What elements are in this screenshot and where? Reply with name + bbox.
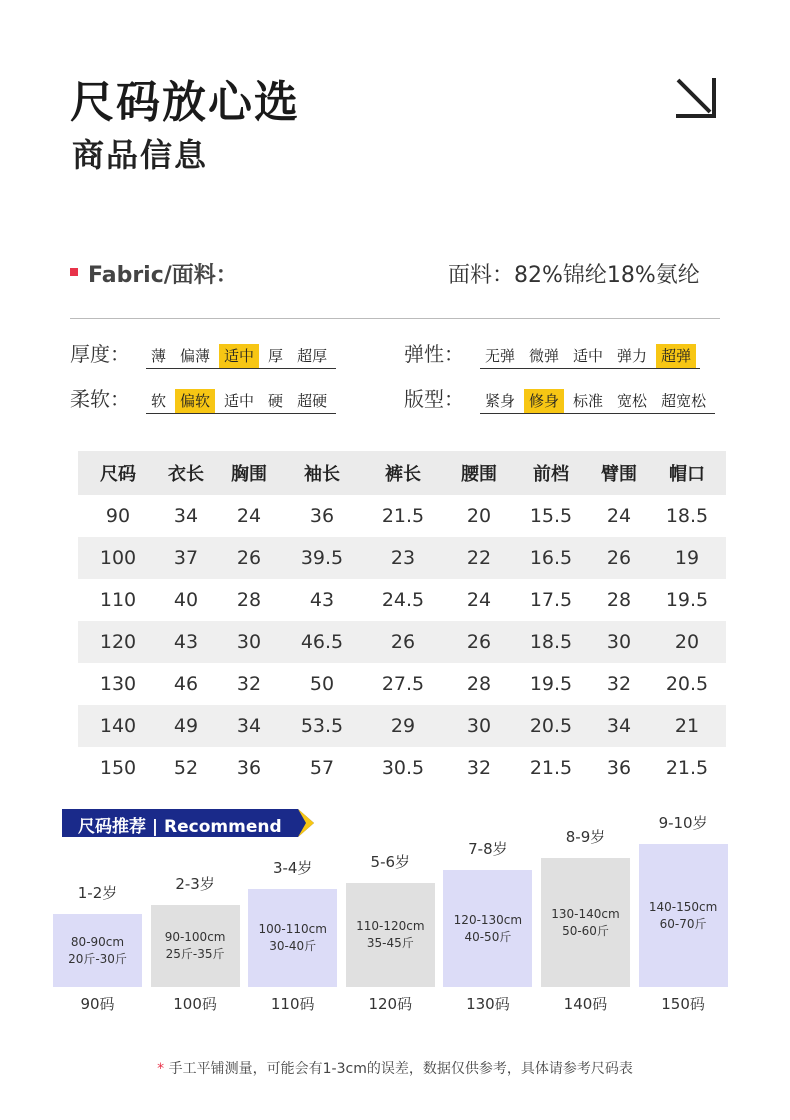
table-cell: 30 (236, 631, 262, 653)
attr-option: 超宽松 (661, 392, 707, 410)
table-header-row (78, 451, 726, 495)
table-cell: 20 (674, 631, 700, 653)
recommend-size: 130码 (466, 995, 510, 1013)
table-cell: 130 (99, 673, 137, 695)
table-cell: 15.5 (529, 505, 573, 527)
attr-option: 超硬 (297, 392, 328, 410)
recommend-age: 5-6岁 (370, 853, 411, 871)
attr-option: 紧身 (485, 392, 516, 410)
fabric-label: Fabric/面料： (88, 263, 238, 288)
table-cell: 21.5 (665, 757, 709, 779)
attr-option: 弹力 (617, 347, 648, 365)
table-cell: 150 (99, 757, 137, 779)
attr-option: 硬 (268, 392, 284, 410)
table-header-cell: 腰围 (461, 464, 497, 485)
table-cell: 32 (236, 673, 262, 695)
table-cell: 16.5 (529, 547, 573, 569)
recommend-bar (541, 826, 630, 987)
recommend-height: 140-150cm (648, 899, 718, 914)
attr-option: 适中 (219, 344, 259, 368)
divider (70, 318, 720, 319)
table-header-cell: 袖长 (304, 464, 340, 485)
table-cell: 120 (99, 631, 137, 653)
recommend-age: 8-9岁 (565, 828, 606, 846)
table-row (78, 579, 726, 621)
attr-label: 版型： (404, 387, 464, 411)
table-cell: 28 (606, 589, 632, 611)
attr-option: 适中 (573, 347, 604, 365)
footnote-text: 手工平铺测量，可能会有1-3cm的误差，数据仅供参考，具体请参考尺码表 (168, 1061, 633, 1077)
recommend-weight: 30-40斤 (269, 939, 317, 953)
table-cell: 26 (606, 547, 632, 569)
footnote-star: * (157, 1061, 165, 1077)
attr-option: 修身 (524, 389, 564, 413)
attr-thickness (70, 339, 336, 369)
recommend-height: 80-90cm (70, 934, 125, 949)
recommend-bar-box (248, 889, 337, 987)
table-cell: 24.5 (381, 589, 425, 611)
attr-option: 超弹 (656, 344, 696, 368)
arrow-down-right-icon (672, 74, 718, 120)
recommend-height: 130-140cm (551, 906, 620, 921)
table-cell: 46.5 (300, 631, 344, 653)
table-row (78, 705, 726, 747)
recommend-height: 100-110cm (258, 922, 327, 936)
table-cell: 24 (236, 505, 262, 527)
recommend-age: 3-4岁 (272, 859, 313, 877)
recommend-size: 110码 (270, 995, 315, 1013)
table-cell: 18.5 (665, 505, 709, 527)
table-cell: 34 (236, 715, 262, 737)
table-cell: 21 (674, 715, 700, 737)
table-cell: 110 (99, 589, 137, 611)
attr-label: 柔软： (70, 387, 130, 411)
table-cell: 53.5 (300, 715, 344, 737)
attr-fit (404, 384, 715, 414)
table-cell: 140 (99, 715, 137, 737)
table-header-cell: 胸围 (231, 464, 267, 485)
table-row (78, 537, 726, 579)
attr-option: 超厚 (297, 347, 328, 365)
recommend-weight: 40-50斤 (464, 929, 512, 944)
recommend-size: 100码 (173, 995, 217, 1013)
attr-softness (70, 384, 336, 414)
table-cell: 52 (173, 757, 199, 779)
table-cell: 18.5 (529, 631, 573, 653)
table-cell: 20.5 (665, 673, 709, 695)
recommend-weight: 35-45斤 (366, 936, 414, 950)
attr-options (146, 389, 336, 414)
table-cell: 20 (466, 505, 492, 527)
recommend-size: 120码 (368, 995, 413, 1013)
table-cell: 29 (390, 715, 416, 737)
recommend-size: 150码 (661, 995, 705, 1013)
recommend-bar-box (443, 870, 532, 987)
table-cell: 26 (466, 631, 492, 653)
attr-option: 偏薄 (180, 347, 211, 365)
footnote (0, 1058, 790, 1078)
table-cell: 21.5 (381, 505, 425, 527)
table-cell: 19.5 (529, 673, 573, 695)
recommend-weight: 20斤-30斤 (68, 951, 127, 966)
recommend-weight: 60-70斤 (659, 916, 707, 931)
recommend-bar-box (151, 905, 240, 987)
table-cell: 19 (674, 547, 700, 569)
attr-options (480, 344, 700, 369)
recommend-age: 2-3岁 (175, 875, 215, 893)
table-cell: 32 (606, 673, 632, 695)
recommend-bar (346, 851, 435, 987)
attr-label: 弹性： (404, 342, 464, 366)
attr-option: 标准 (573, 392, 604, 410)
attr-option: 无弹 (485, 347, 516, 365)
table-cell: 23 (390, 547, 416, 569)
recommend-banner-text: 尺码推荐 | Recommend (78, 817, 282, 837)
table-cell: 50 (309, 673, 335, 695)
table-row (78, 663, 726, 705)
table-header-cell: 帽口 (669, 464, 705, 485)
table-header-cell: 尺码 (100, 464, 136, 485)
table-cell: 28 (236, 589, 262, 611)
table-cell: 32 (466, 757, 492, 779)
page-title: 尺码放心选 (70, 77, 300, 128)
recommend-size: 140码 (563, 995, 608, 1013)
recommend-height: 90-100cm (164, 930, 226, 944)
table-cell: 30.5 (381, 757, 425, 779)
table-cell: 43 (309, 589, 335, 611)
attr-option: 宽松 (617, 392, 648, 410)
table-cell: 27.5 (381, 673, 425, 695)
size-table (78, 451, 726, 789)
table-cell: 36 (236, 757, 262, 779)
table-cell: 24 (606, 505, 632, 527)
table-cell: 26 (236, 547, 262, 569)
table-cell: 100 (99, 547, 137, 569)
recommend-age: 7-8岁 (468, 840, 508, 858)
table-cell: 46 (173, 673, 199, 695)
table-row (78, 495, 726, 537)
table-cell: 34 (173, 505, 199, 527)
table-cell: 57 (309, 757, 335, 779)
attr-option: 软 (151, 392, 167, 410)
table-header-cell: 裤长 (385, 464, 421, 485)
table-cell: 36 (309, 505, 335, 527)
attr-option: 微弹 (529, 347, 560, 365)
page-subtitle: 商品信息 (72, 136, 209, 174)
recommend-height: 120-130cm (453, 912, 523, 927)
recommend-bar (639, 812, 728, 987)
recommend-height: 110-120cm (356, 919, 425, 933)
table-cell: 90 (105, 505, 131, 527)
recommend-bar-box (53, 914, 142, 987)
table-cell: 21.5 (529, 757, 573, 779)
table-cell: 17.5 (529, 589, 573, 611)
recommend-weight: 50-60斤 (562, 923, 609, 938)
table-cell: 19.5 (665, 589, 709, 611)
attr-option: 适中 (224, 392, 255, 410)
table-cell: 40 (173, 589, 199, 611)
recommend-bar-box (346, 883, 435, 987)
attr-option: 厚 (268, 347, 284, 365)
recommend-banner (62, 809, 298, 837)
attr-options (146, 344, 336, 369)
table-cell: 20.5 (529, 715, 573, 737)
recommend-size: 90码 (80, 995, 115, 1013)
table-cell: 30 (606, 631, 632, 653)
table-cell: 37 (173, 547, 199, 569)
fabric-bullet-icon (70, 268, 78, 276)
attr-options (480, 389, 715, 414)
recommend-age: 9-10岁 (658, 814, 708, 832)
table-cell: 26 (390, 631, 416, 653)
recommend-bar-box (639, 844, 728, 987)
table-cell: 49 (173, 715, 199, 737)
attr-option: 薄 (151, 347, 167, 365)
recommend-bar (151, 873, 240, 987)
recommend-weight: 25斤-35斤 (165, 947, 225, 961)
table-header-cell: 前档 (533, 464, 569, 485)
table-cell: 30 (466, 715, 492, 737)
attr-option: 偏软 (175, 389, 215, 413)
table-row (78, 621, 726, 663)
recommend-bar (53, 882, 142, 987)
attr-elasticity (404, 339, 700, 369)
recommend-bar (443, 838, 532, 987)
fabric-value: 面料：82%锦纶18%氨纶 (448, 263, 700, 288)
table-cell: 24 (466, 589, 492, 611)
table-row (78, 747, 726, 789)
table-cell: 36 (606, 757, 632, 779)
attr-label: 厚度： (70, 342, 130, 366)
table-header-cell: 臂围 (601, 464, 637, 485)
recommend-age: 1-2岁 (77, 884, 118, 902)
table-cell: 28 (466, 673, 492, 695)
recommend-bar-box (541, 858, 630, 987)
table-header-cell: 衣长 (168, 464, 204, 485)
recommend-bar (248, 857, 337, 987)
table-cell: 43 (173, 631, 199, 653)
table-cell: 34 (606, 715, 632, 737)
table-cell: 22 (466, 547, 492, 569)
table-cell: 39.5 (300, 547, 344, 569)
